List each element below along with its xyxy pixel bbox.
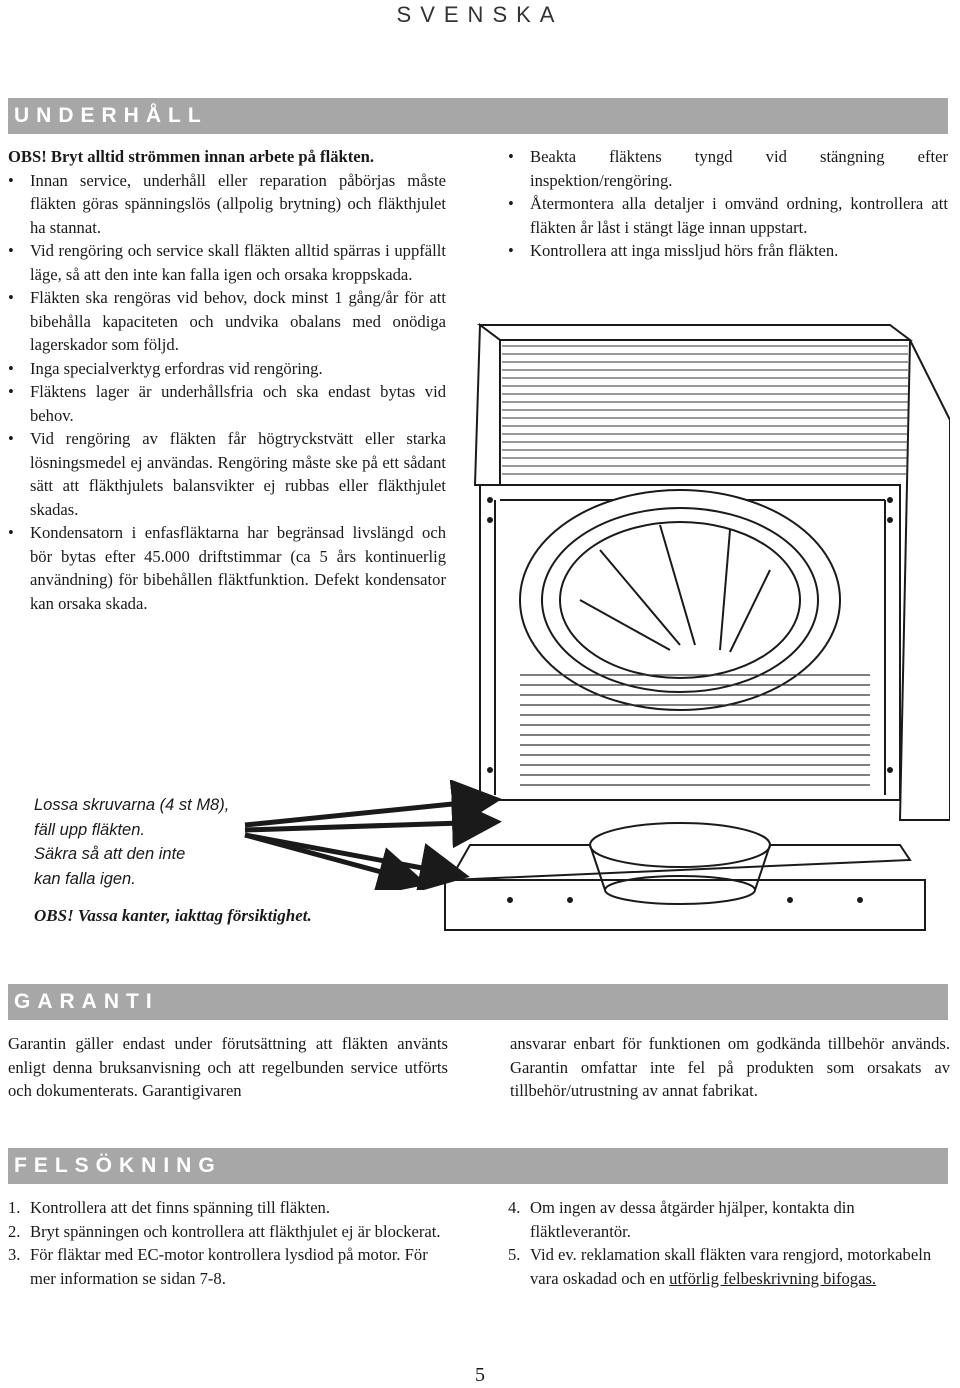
maintenance-bullet: • Vid rengöring och service skall fläkten alltid spärras i uppfällt läge, så att den inte kan falla igen och orsaka kroppskada.: [8, 241, 446, 284]
language-header: SVENSKA: [396, 2, 564, 27]
maintenance-warning: OBS! Bryt alltid strömmen innan arbete på fläkten.: [8, 147, 374, 166]
fan-top-grille: [502, 346, 908, 474]
fan-hood-front: [475, 325, 500, 485]
fan-base: [445, 823, 925, 930]
maintenance-right-column: [508, 145, 948, 263]
sharp-edges-warning: OBS! Vassa kanter, iakttag försiktighet.: [34, 906, 312, 925]
troubleshooting-item: 1. Kontrollera att det finns spänning till fläkten.: [8, 1198, 331, 1217]
section-header-troubleshooting: FELSÖKNING: [8, 1148, 948, 1184]
maintenance-bullet: • Fläktens lager är underhållsfria och ska endast bytas vid behov.: [8, 382, 446, 425]
arrow-4: [245, 835, 418, 882]
fan-wheel: [520, 490, 840, 710]
page-number: 5: [475, 1364, 485, 1386]
maintenance-bullet: • Kontrollera att inga missljud hörs från fläkten.: [508, 241, 839, 260]
troubleshooting-left-column: [8, 1196, 448, 1290]
troubleshooting-item: 3. För fläktar med EC-motor kontrollera lysdiod på motor. För mer information se sidan 7-8.: [8, 1245, 428, 1288]
troubleshooting-item: 4. Om ingen av dessa åtgärder hjälper, kontakta din fläktleverantör.: [508, 1198, 855, 1241]
maintenance-bullet: • Inga specialverktyg erfordras vid rengöring.: [8, 358, 323, 378]
underlined-instruction: utförlig felbeskrivning bifogas.: [669, 1268, 877, 1288]
arrow-3: [245, 835, 460, 875]
maintenance-left-column: [8, 145, 446, 615]
warranty-right-text: ansvarar enbart för funktionen om godkända tillbehör används. Garantin omfattar inte fel på produkten som orsakats av tillbehör/utrustning av annat fabrikat.: [510, 1034, 950, 1100]
troubleshooting-right-column: [508, 1196, 948, 1290]
troubleshooting-item: 2. Bryt spänningen och kontrollera att fläkthjulet ej är blockerat.: [8, 1221, 441, 1241]
section-header-warranty: GARANTI: [8, 984, 948, 1020]
screw-callout: Lossa skruvarna (4 st M8), fäll upp fläkten. Säkra så att den inte kan falla igen.: [34, 796, 230, 888]
fan-hood-side: [900, 340, 950, 820]
troubleshooting-item: 5. Vid ev. reklamation skall fläkten vara rengjord, motorkabeln vara oskadad och en utförlig felbeskrivning bifogas.: [508, 1245, 932, 1288]
maintenance-bullet: • Återmontera alla detaljer i omvänd ordning, kontrollera att fläkten år låst i stängt läge innan uppstart.: [508, 194, 948, 237]
fan-hood-top: [480, 325, 910, 340]
warranty-left-text: Garantin gäller endast under förutsättning att fläkten använts enligt denna bruksanvisning och att regelbunden service utförts och dokumenterats. Garantigivaren: [8, 1034, 448, 1100]
section-header-maintenance: UNDERHÅLL: [8, 98, 948, 134]
maintenance-bullet: • Vid rengöring av fläkten får högtryckstvätt eller starka lösningsmedel ej användas. Rengöring måste ske på ett sådant sätt att fläkthjulets balansvikter ej rubbas eller fläkthjulet skadas.: [8, 429, 446, 519]
callout-arrows: [230, 780, 510, 890]
maintenance-bullet: • Beakta fläktens tyngd vid stängning efter inspektion/rengöring.: [508, 147, 948, 190]
maintenance-bullet: • Fläkten ska rengöras vid behov, dock minst 1 gång/år för att bibehålla kapaciteten och undvika obalans med onödiga lagerskador som följd.: [8, 288, 446, 354]
maintenance-bullet: • Kondensatorn i enfasfläktarna har begränsad livslängd och bör bytas efter 45.000 driftstimmar (ca 5 års kontinuerlig användning) för bibehållen fläktfunktion. Defekt kondensator kan orsaka skada.: [8, 523, 446, 613]
maintenance-bullet: • Innan service, underhåll eller reparation påbörjas måste fläkten göras spänningslös (allpolig brytning) och fläkthjulet ha stannat.: [8, 170, 446, 237]
